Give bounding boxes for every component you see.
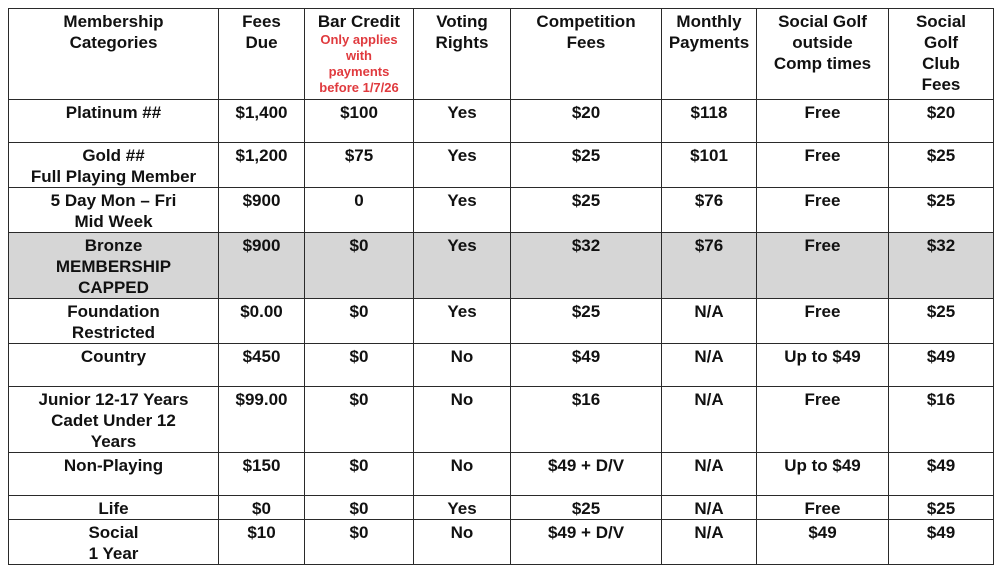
voting-rights-cell: No: [414, 344, 511, 387]
category-line: MEMBERSHIP: [55, 257, 172, 276]
header-line: Bar Credit: [317, 12, 401, 31]
bar-credit-note-line: Only applies: [320, 32, 398, 47]
category-line: Country: [80, 347, 147, 366]
fees-due-cell: $1,400: [219, 100, 305, 143]
header-bar-credit: [305, 9, 414, 100]
category-line: Cadet Under 12: [51, 411, 176, 430]
bar-credit-cell: $0: [305, 233, 414, 299]
table-row: [9, 520, 994, 565]
voting-rights-cell: No: [414, 387, 511, 453]
bar-credit-cell: $0: [305, 387, 414, 453]
competition-fees-cell: $25: [511, 496, 662, 520]
category-cell: [9, 143, 219, 188]
header-fees-due: [219, 9, 305, 100]
social-golf-outside-comp-cell: Free: [757, 387, 889, 453]
competition-fees-cell: $32: [511, 233, 662, 299]
bar-credit-note-line: with: [346, 48, 372, 63]
social-golf-outside-comp-cell: Free: [757, 299, 889, 344]
header-social-golf-club-fees: [889, 9, 994, 100]
fees-due-cell: $150: [219, 453, 305, 496]
header-competition-fees: [511, 9, 662, 100]
bar-credit-cell: $0: [305, 299, 414, 344]
bar-credit-note-line: payments: [328, 64, 390, 79]
category-cell: [9, 453, 219, 496]
monthly-payments-cell: $76: [662, 233, 757, 299]
category-line: Junior 12-17 Years: [38, 390, 189, 409]
fees-due-cell: $450: [219, 344, 305, 387]
header-line: Monthly: [676, 12, 742, 31]
header-membership-categories: [9, 9, 219, 100]
table-header-row: [9, 9, 994, 100]
fees-due-cell: $900: [219, 233, 305, 299]
table-row: [9, 100, 994, 143]
table-row: [9, 453, 994, 496]
header-line: Due: [245, 33, 278, 52]
header-line: Voting: [436, 12, 488, 31]
fees-due-cell: $10: [219, 520, 305, 565]
social-golf-club-fees-cell: $49: [889, 453, 994, 496]
competition-fees-cell: $25: [511, 299, 662, 344]
social-golf-outside-comp-cell: Free: [757, 188, 889, 233]
social-golf-outside-comp-cell: Free: [757, 100, 889, 143]
competition-fees-cell: $25: [511, 143, 662, 188]
competition-fees-cell: $20: [511, 100, 662, 143]
category-line: 5 Day Mon – Fri: [50, 191, 177, 210]
voting-rights-cell: Yes: [414, 143, 511, 188]
voting-rights-cell: No: [414, 520, 511, 565]
social-golf-club-fees-cell: $49: [889, 520, 994, 565]
monthly-payments-cell: N/A: [662, 344, 757, 387]
category-cell: [9, 344, 219, 387]
monthly-payments-cell: $118: [662, 100, 757, 143]
voting-rights-cell: Yes: [414, 299, 511, 344]
table-row: [9, 344, 994, 387]
social-golf-club-fees-cell: $25: [889, 188, 994, 233]
voting-rights-cell: No: [414, 453, 511, 496]
header-line: Comp times: [773, 54, 872, 73]
voting-rights-cell: Yes: [414, 100, 511, 143]
category-line: 1 Year: [88, 544, 139, 563]
voting-rights-cell: Yes: [414, 233, 511, 299]
header-line: Membership: [63, 12, 164, 31]
voting-rights-cell: Yes: [414, 496, 511, 520]
bar-credit-cell: $75: [305, 143, 414, 188]
social-golf-club-fees-cell: $25: [889, 143, 994, 188]
bar-credit-cell: $0: [305, 496, 414, 520]
monthly-payments-cell: N/A: [662, 299, 757, 344]
social-golf-outside-comp-cell: Free: [757, 233, 889, 299]
social-golf-club-fees-cell: $20: [889, 100, 994, 143]
header-line: Fees: [242, 12, 281, 31]
social-golf-club-fees-cell: $49: [889, 344, 994, 387]
bar-credit-cell: $0: [305, 453, 414, 496]
competition-fees-cell: $49 + D/V: [511, 453, 662, 496]
category-line: Platinum ##: [65, 103, 162, 122]
monthly-payments-cell: N/A: [662, 520, 757, 565]
table-row-highlighted: [9, 233, 994, 299]
fees-due-cell: $0.00: [219, 299, 305, 344]
bar-credit-cell: $0: [305, 520, 414, 565]
category-line: Non-Playing: [63, 456, 164, 475]
header-line: Rights: [435, 33, 489, 52]
header-monthly-payments: [662, 9, 757, 100]
social-golf-club-fees-cell: $32: [889, 233, 994, 299]
social-golf-outside-comp-cell: Free: [757, 496, 889, 520]
category-line: Years: [90, 432, 137, 451]
monthly-payments-cell: $101: [662, 143, 757, 188]
table-row: [9, 496, 994, 520]
header-line: Golf: [924, 33, 958, 52]
category-line: Bronze: [84, 236, 143, 255]
category-line: Social: [88, 523, 139, 542]
monthly-payments-cell: N/A: [662, 496, 757, 520]
header-line: Fees: [921, 75, 961, 94]
category-cell: [9, 299, 219, 344]
monthly-payments-cell: $76: [662, 188, 757, 233]
bar-credit-cell: $0: [305, 344, 414, 387]
category-line: Gold ##: [82, 146, 145, 165]
header-line: Fees: [566, 33, 606, 52]
monthly-payments-cell: N/A: [662, 453, 757, 496]
fees-due-cell: $1,200: [219, 143, 305, 188]
fees-due-cell: $99.00: [219, 387, 305, 453]
competition-fees-cell: $49: [511, 344, 662, 387]
category-cell: [9, 188, 219, 233]
bar-credit-cell: 0: [305, 188, 414, 233]
header-line: Payments: [668, 33, 750, 52]
bar-credit-cell: $100: [305, 100, 414, 143]
social-golf-outside-comp-cell: Free: [757, 143, 889, 188]
competition-fees-cell: $49 + D/V: [511, 520, 662, 565]
table-row: [9, 188, 994, 233]
header-line: Social: [915, 12, 967, 31]
competition-fees-cell: $25: [511, 188, 662, 233]
header-voting-rights: [414, 9, 511, 100]
category-line: Mid Week: [74, 212, 153, 231]
category-line: CAPPED: [78, 278, 149, 297]
category-cell: [9, 387, 219, 453]
monthly-payments-cell: N/A: [662, 387, 757, 453]
social-golf-club-fees-cell: $25: [889, 299, 994, 344]
social-golf-outside-comp-cell: Up to $49: [757, 344, 889, 387]
header-line: outside: [792, 33, 853, 52]
social-golf-outside-comp-cell: $49: [757, 520, 889, 565]
header-line: Social Golf: [778, 12, 867, 31]
category-line: Life: [98, 499, 129, 518]
category-cell: [9, 520, 219, 565]
fees-due-cell: $0: [219, 496, 305, 520]
social-golf-club-fees-cell: $25: [889, 496, 994, 520]
header-line: Club: [922, 54, 960, 73]
category-cell: [9, 496, 219, 520]
table-row: [9, 387, 994, 453]
header-line: Categories: [69, 33, 158, 52]
header-social-golf-outside-comp: [757, 9, 889, 100]
voting-rights-cell: Yes: [414, 188, 511, 233]
social-golf-outside-comp-cell: Up to $49: [757, 453, 889, 496]
category-line: Foundation: [67, 302, 160, 321]
membership-fees-table: [8, 8, 994, 565]
category-cell: [9, 100, 219, 143]
table-row: [9, 299, 994, 344]
category-line: Restricted: [71, 323, 156, 342]
category-cell: [9, 233, 219, 299]
table-row: [9, 143, 994, 188]
bar-credit-note-line: before 1/7/26: [319, 80, 399, 95]
header-line: Competition: [536, 12, 636, 31]
category-line: Full Playing Member: [30, 167, 197, 186]
fees-due-cell: $900: [219, 188, 305, 233]
competition-fees-cell: $16: [511, 387, 662, 453]
social-golf-club-fees-cell: $16: [889, 387, 994, 453]
